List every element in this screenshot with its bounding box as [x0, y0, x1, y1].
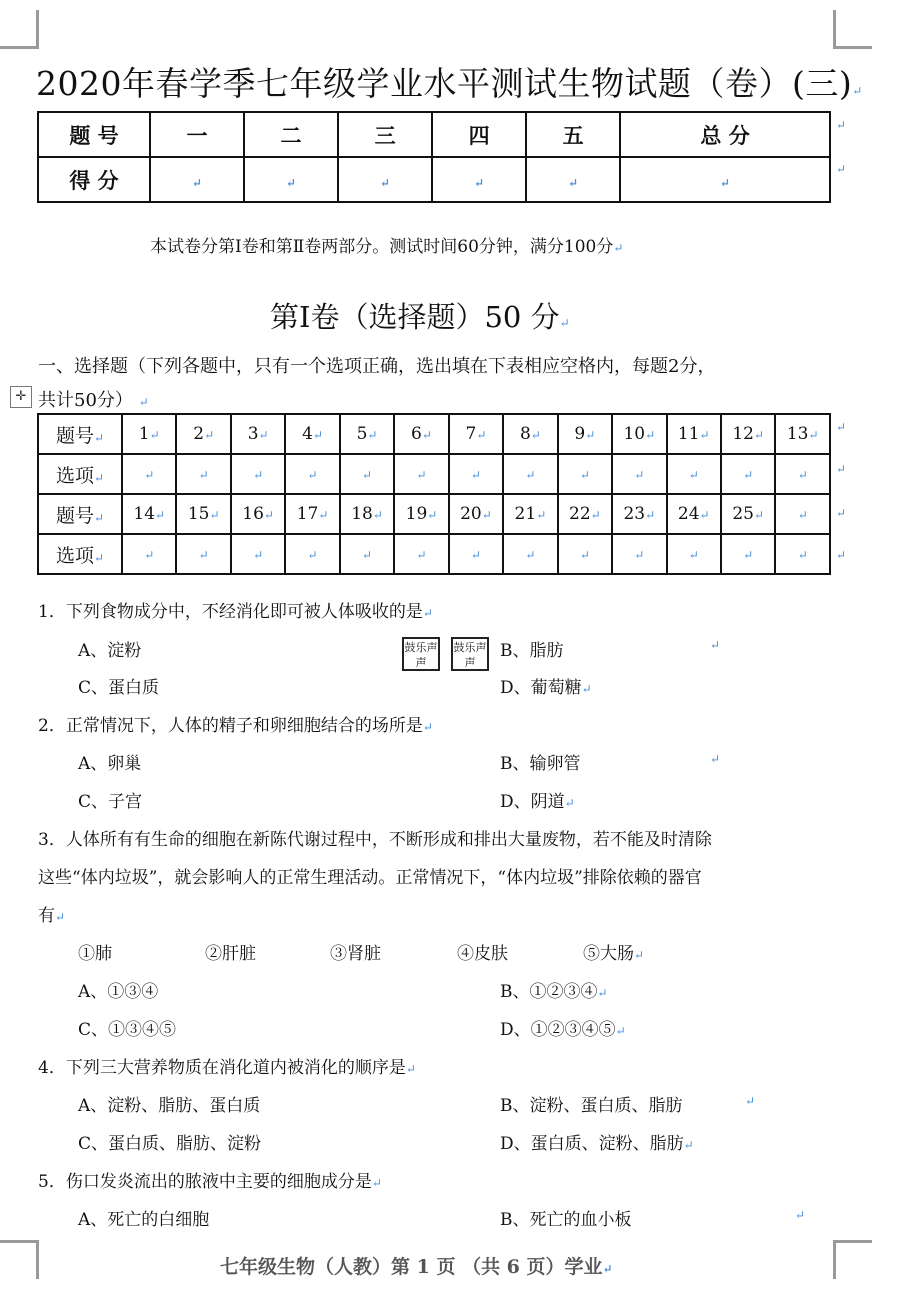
- question-5-stem: 5．伤口发炎流出的脓液中主要的细胞成分是↵: [38, 1172, 382, 1192]
- answer-option-row: [38, 534, 830, 574]
- part-title: 第Ⅰ卷（选择题）50 分↵: [270, 300, 570, 334]
- question-number-cell: 23↵: [612, 494, 666, 534]
- answer-cell[interactable]: ↵: [176, 534, 230, 574]
- row-end-mark: ↵: [836, 420, 847, 434]
- question-4-stem: 4．下列三大营养物质在消化道内被消化的顺序是↵: [38, 1058, 416, 1078]
- question-3-option-c[interactable]: C、①③④⑤: [78, 1020, 177, 1040]
- question-number-cell: 2↵: [176, 414, 230, 454]
- question-2-option-c[interactable]: C、子宫: [78, 792, 143, 812]
- question-number-cell: 25↵: [721, 494, 775, 534]
- score-header-label: 题 号: [38, 112, 150, 157]
- answer-cell[interactable]: ↵: [503, 534, 557, 574]
- answer-cell[interactable]: ↵: [721, 534, 775, 574]
- answer-cell[interactable]: ↵: [612, 454, 666, 494]
- question-number-cell: 15↵: [176, 494, 230, 534]
- answer-cell[interactable]: ↵: [231, 534, 285, 574]
- question-3-item: ①肺: [78, 944, 112, 964]
- intro-text: 本试卷分第Ⅰ卷和第Ⅱ卷两部分。测试时间60分钟，满分100分↵: [150, 237, 624, 257]
- page-footer: 七年级生物（人教）第 1 页 （共 6 页）学业↵: [220, 1256, 613, 1278]
- score-row-label: 得 分: [38, 157, 150, 202]
- drum-icon: 鼓乐声声: [402, 637, 440, 671]
- question-number-cell: 1↵: [122, 414, 176, 454]
- score-header-cell: 四: [432, 112, 526, 157]
- answer-row-label: 选项↵: [38, 454, 122, 494]
- question-1-option-a[interactable]: A、淀粉: [78, 641, 142, 661]
- table-move-handle-icon[interactable]: ✛: [10, 386, 32, 408]
- answer-cell[interactable]: ↵: [285, 534, 339, 574]
- row-end-mark: ↵: [836, 462, 847, 476]
- score-cell[interactable]: ↵: [150, 157, 244, 202]
- question-3-item: ②肝脏: [205, 944, 256, 964]
- answer-cell[interactable]: ↵: [558, 454, 612, 494]
- answer-cell[interactable]: ↵: [122, 454, 176, 494]
- question-5-option-b[interactable]: B、死亡的血小板: [500, 1210, 632, 1230]
- exam-title: 2020年春学季七年级学业水平测试生物试题（卷）(三)↵: [36, 64, 863, 103]
- answer-cell[interactable]: ↵: [176, 454, 230, 494]
- question-1-option-b[interactable]: B、脂肪: [500, 641, 564, 661]
- question-number-cell: 9↵: [558, 414, 612, 454]
- section-heading: 一、选择题（下列各题中，只有一个选项正确，选出填在下表相应空格内，每题2分， 共计50分） ↵: [38, 356, 716, 411]
- question-number-cell: 3↵: [231, 414, 285, 454]
- answer-row-label: 题号↵: [38, 414, 122, 454]
- score-header-cell: 三: [338, 112, 432, 157]
- question-4-option-d[interactable]: D、蛋白质、淀粉、脂肪↵: [500, 1134, 694, 1154]
- question-number-cell: 16↵: [231, 494, 285, 534]
- answer-cell[interactable]: ↵: [667, 534, 721, 574]
- answer-number-row: [38, 494, 830, 534]
- score-header-row: [38, 112, 830, 157]
- question-4-option-a[interactable]: A、淀粉、脂肪、蛋白质: [78, 1096, 261, 1116]
- question-2-stem: 2．正常情况下，人体的精子和卵细胞结合的场所是↵: [38, 716, 433, 736]
- question-number-cell: ↵: [775, 494, 830, 534]
- question-1-option-d[interactable]: D、葡萄糖↵: [500, 678, 592, 698]
- score-cell[interactable]: ↵: [338, 157, 432, 202]
- score-cell[interactable]: ↵: [526, 157, 620, 202]
- line-end-mark: ↵: [745, 1094, 756, 1108]
- question-2-option-d[interactable]: D、阴道↵: [500, 792, 575, 812]
- score-header-cell: 五: [526, 112, 620, 157]
- question-5-option-a[interactable]: A、死亡的白细胞: [78, 1210, 210, 1230]
- crop-mark-top-right: [833, 10, 872, 49]
- question-3-stem-line-2: 这些“体内垃圾”，就会影响人的正常生理活动。正常情况下，“体内垃圾”排除依赖的器官: [38, 868, 702, 888]
- question-number-cell: 8↵: [503, 414, 557, 454]
- row-end-mark: ↵: [836, 118, 847, 132]
- question-3-item: ③肾脏: [330, 944, 381, 964]
- question-1-stem: 1．下列食物成分中，不经消化即可被人体吸收的是↵: [38, 602, 433, 622]
- answer-row-label: 选项↵: [38, 534, 122, 574]
- answer-cell[interactable]: ↵: [122, 534, 176, 574]
- question-3-stem-line-3: 有↵: [38, 906, 66, 926]
- answer-cell[interactable]: ↵: [775, 534, 830, 574]
- line-end-mark: ↵: [710, 638, 721, 652]
- question-number-cell: 11↵: [667, 414, 721, 454]
- answer-cell[interactable]: ↵: [775, 454, 830, 494]
- answer-cell[interactable]: ↵: [340, 454, 394, 494]
- answer-table: [37, 413, 831, 575]
- question-number-cell: 22↵: [558, 494, 612, 534]
- answer-number-row: [38, 414, 830, 454]
- row-end-mark: ↵: [836, 506, 847, 520]
- answer-cell[interactable]: ↵: [721, 454, 775, 494]
- question-1-option-c[interactable]: C、蛋白质: [78, 678, 160, 698]
- question-4-option-c[interactable]: C、蛋白质、脂肪、淀粉: [78, 1134, 262, 1154]
- question-3-option-b[interactable]: B、①②③④↵: [500, 982, 608, 1002]
- question-number-cell: 7↵: [449, 414, 503, 454]
- question-number-cell: 14↵: [122, 494, 176, 534]
- score-cell[interactable]: ↵: [620, 157, 830, 202]
- question-3-option-a[interactable]: A、①③④: [78, 982, 159, 1002]
- question-number-cell: 20↵: [449, 494, 503, 534]
- crop-mark-top-left: [0, 10, 39, 49]
- row-end-mark: ↵: [836, 548, 847, 562]
- answer-cell[interactable]: ↵: [394, 534, 448, 574]
- question-3-option-d[interactable]: D、①②③④⑤↵: [500, 1020, 626, 1040]
- question-4-option-b[interactable]: B、淀粉、蛋白质、脂肪: [500, 1096, 683, 1116]
- line-end-mark: ↵: [710, 752, 721, 766]
- question-3-item: ④皮肤: [457, 944, 508, 964]
- answer-cell[interactable]: ↵: [612, 534, 666, 574]
- question-number-cell: 21↵: [503, 494, 557, 534]
- question-number-cell: 18↵: [340, 494, 394, 534]
- answer-cell[interactable]: ↵: [285, 454, 339, 494]
- question-number-cell: 4↵: [285, 414, 339, 454]
- question-number-cell: 12↵: [721, 414, 775, 454]
- question-3-item: ⑤大肠↵: [583, 944, 645, 964]
- question-2-option-a[interactable]: A、卵巢: [78, 754, 142, 774]
- question-number-cell: 17↵: [285, 494, 339, 534]
- score-header-cell: 二: [244, 112, 338, 157]
- question-2-option-b[interactable]: B、输卵管: [500, 754, 581, 774]
- answer-row-label: 题号↵: [38, 494, 122, 534]
- score-header-cell: 一: [150, 112, 244, 157]
- answer-cell[interactable]: ↵: [449, 454, 503, 494]
- score-cell[interactable]: ↵: [432, 157, 526, 202]
- score-cell[interactable]: ↵: [244, 157, 338, 202]
- answer-cell[interactable]: ↵: [340, 534, 394, 574]
- answer-cell[interactable]: ↵: [558, 534, 612, 574]
- question-number-cell: 10↵: [612, 414, 666, 454]
- score-value-row: [38, 157, 830, 202]
- answer-cell[interactable]: ↵: [394, 454, 448, 494]
- question-number-cell: 5↵: [340, 414, 394, 454]
- crop-mark-bottom-right: [833, 1240, 872, 1279]
- answer-cell[interactable]: ↵: [449, 534, 503, 574]
- row-end-mark: ↵: [836, 162, 847, 176]
- question-number-cell: 13↵: [775, 414, 830, 454]
- question-number-cell: 6↵: [394, 414, 448, 454]
- line-end-mark: ↵: [795, 1208, 806, 1222]
- answer-cell[interactable]: ↵: [503, 454, 557, 494]
- answer-cell[interactable]: ↵: [667, 454, 721, 494]
- drum-icon: 鼓乐声声: [451, 637, 489, 671]
- answer-cell[interactable]: ↵: [231, 454, 285, 494]
- score-header-total: 总 分: [620, 112, 830, 157]
- answer-option-row: [38, 454, 830, 494]
- question-number-cell: 24↵: [667, 494, 721, 534]
- score-table: [37, 111, 831, 203]
- crop-mark-bottom-left: [0, 1240, 39, 1279]
- question-3-stem-line-1: 3．人体所有有生命的细胞在新陈代谢过程中，不断形成和排出大量废物，若不能及时清除: [38, 830, 712, 850]
- question-number-cell: 19↵: [394, 494, 448, 534]
